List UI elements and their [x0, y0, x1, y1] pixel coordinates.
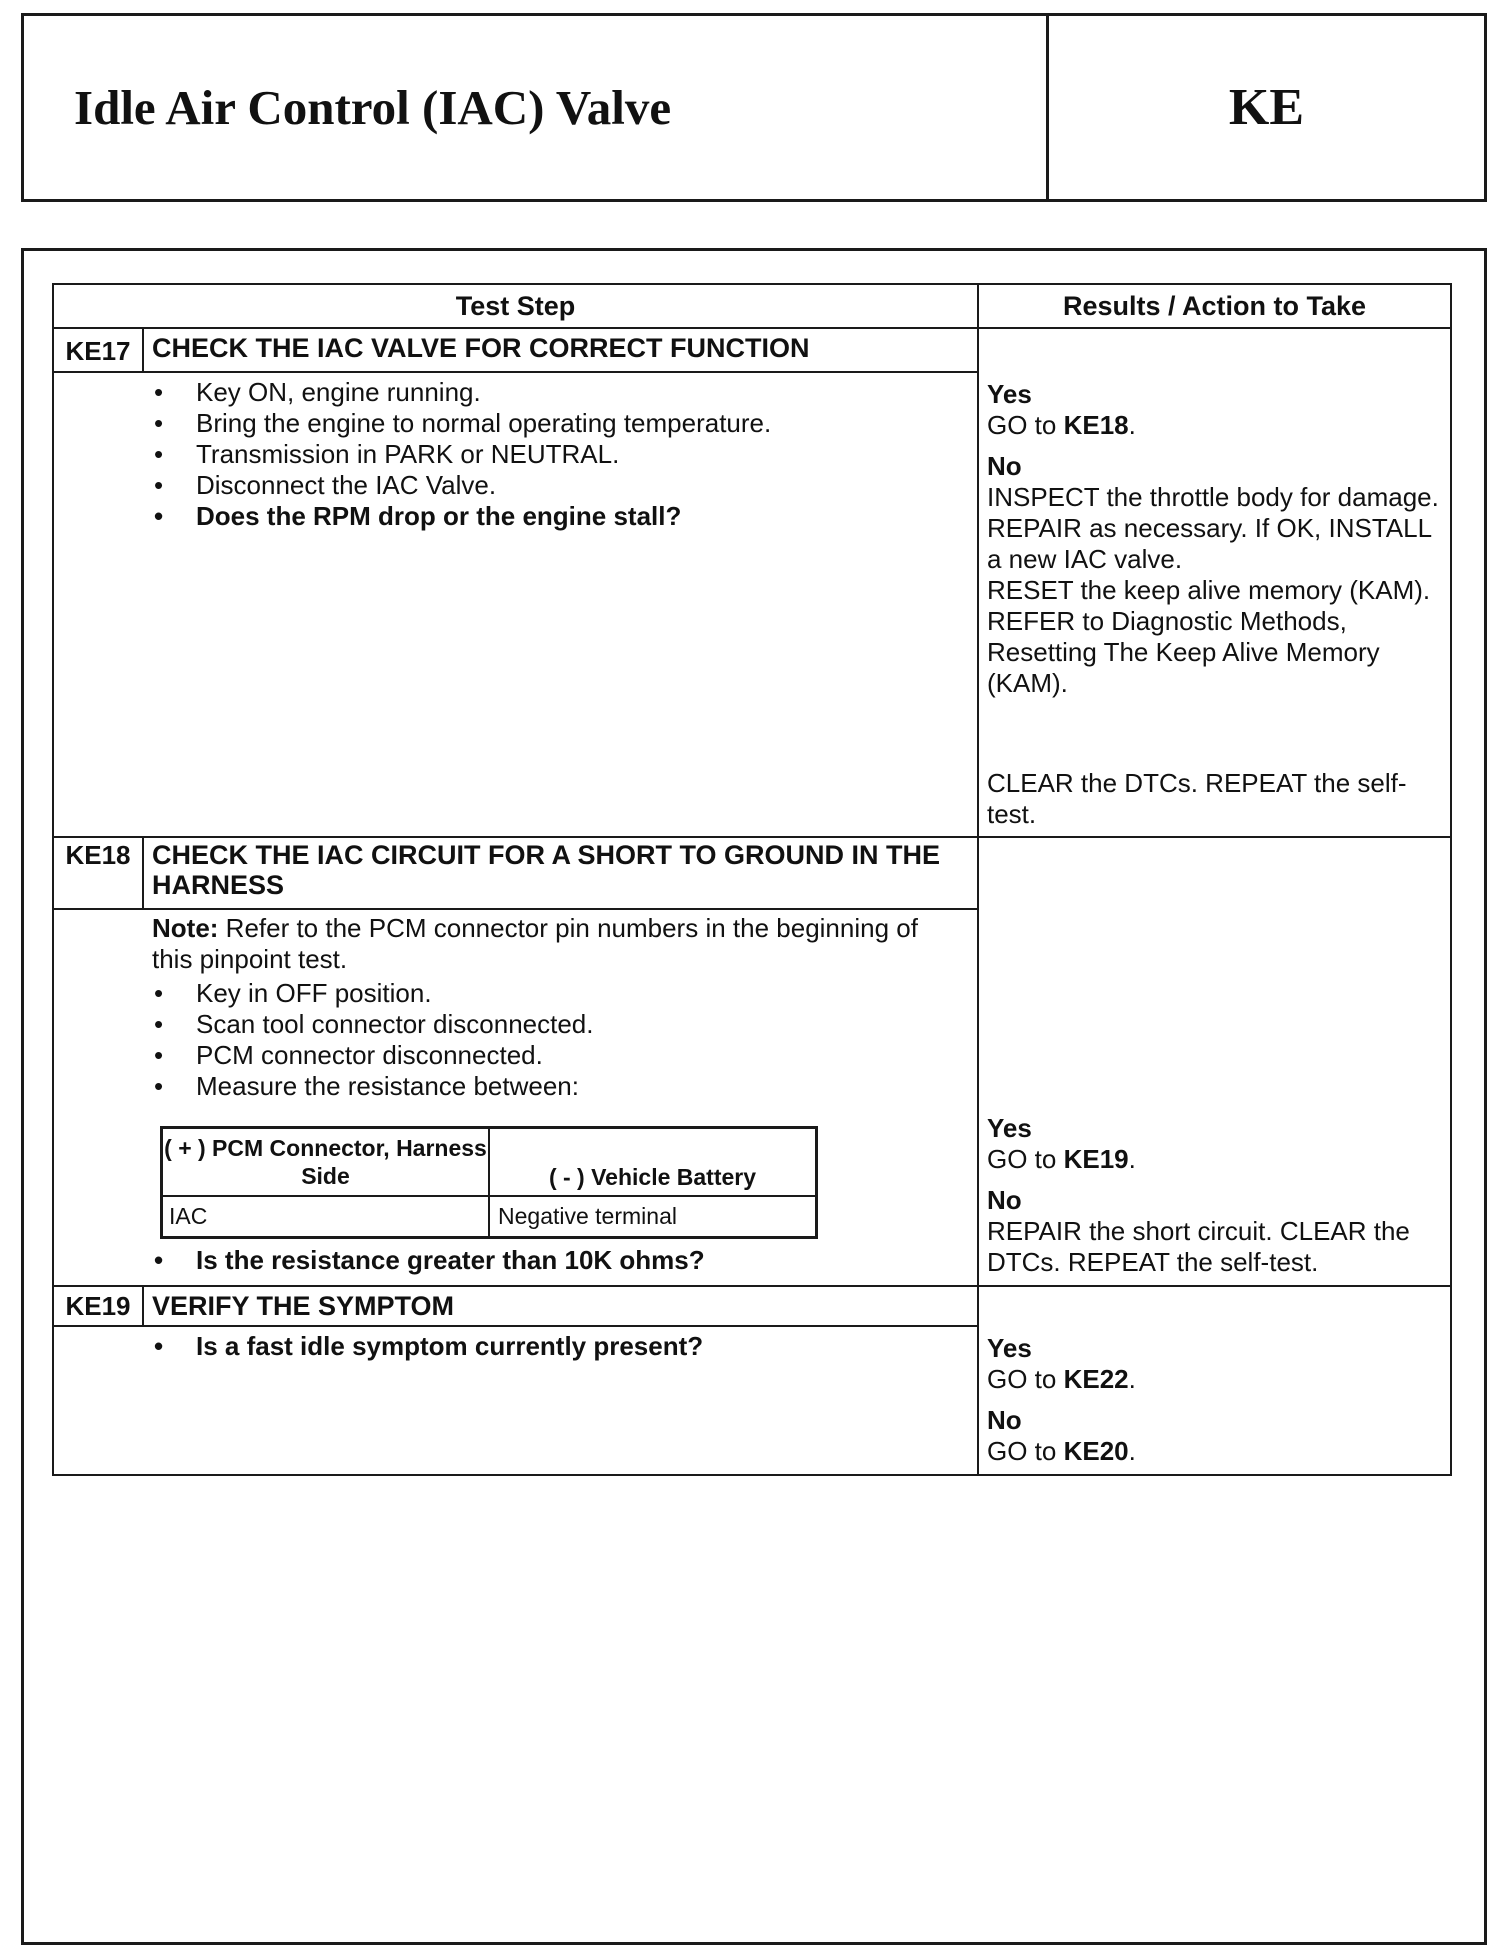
list-item: • Scan tool connector disconnected.	[152, 1009, 952, 1040]
no-action-text: GO to	[987, 1436, 1064, 1466]
page-header	[21, 13, 1487, 202]
note-label: Note:	[152, 913, 219, 943]
meas-col-header-battery: ( - ) Vehicle Battery	[548, 1164, 757, 1190]
step-question-list	[152, 1331, 952, 1362]
step-bullet-list	[152, 377, 952, 532]
no-action-final: CLEAR the DTCs. REPEAT the self-test.	[987, 768, 1407, 829]
meas-col-divider	[488, 1129, 490, 1236]
yes-action: GO to KE22.	[987, 1364, 1136, 1394]
pinpoint-test-table	[52, 283, 1452, 1476]
step-title-rule	[54, 371, 977, 373]
yes-label: Yes	[987, 379, 1032, 409]
step-results	[987, 1333, 1447, 1467]
page-title: Idle Air Control (IAC) Valve	[74, 80, 672, 135]
list-item: • Transmission in PARK or NEUTRAL.	[152, 439, 952, 470]
column-divider	[977, 285, 979, 1474]
header-rule	[54, 327, 1450, 329]
step-bullet-list	[152, 978, 952, 1102]
step-id-divider	[142, 1287, 144, 1325]
step-note	[152, 913, 952, 975]
step-title-rule	[54, 1325, 977, 1327]
list-item: • Key in OFF position.	[152, 978, 952, 1009]
meas-cell-pcm: IAC	[169, 1203, 208, 1229]
step-divider	[54, 836, 1450, 838]
no-label: No	[987, 451, 1022, 481]
step-id: KE17	[65, 336, 131, 366]
no-action: GO to KE20.	[987, 1436, 1136, 1466]
list-item: • Bring the engine to normal operating temperature.	[152, 408, 952, 439]
step-results	[987, 379, 1447, 699]
step-title: CHECK THE IAC CIRCUIT FOR A SHORT TO GROUND IN THE HARNESS	[152, 840, 940, 900]
step-divider	[54, 1285, 1450, 1287]
step-question: • Is the resistance greater than 10K ohms?	[152, 1245, 952, 1276]
no-label: No	[987, 1405, 1022, 1435]
note-text: Refer to the PCM connector pin numbers in the beginning of this pinpoint test.	[152, 913, 918, 974]
col-header-results: Results / Action to Take	[1062, 290, 1367, 321]
list-item: • Disconnect the IAC Valve.	[152, 470, 952, 501]
list-item: • Measure the resistance between:	[152, 1071, 952, 1102]
meas-col-header-pcm: ( + ) PCM Connector, Harness Side	[164, 1135, 487, 1189]
step-id-divider	[142, 329, 144, 371]
col-header-test-step: Test Step	[455, 290, 576, 321]
no-label: No	[987, 1185, 1022, 1215]
step-question: • Does the RPM drop or the engine stall?	[152, 501, 952, 532]
yes-label: Yes	[987, 1113, 1032, 1143]
step-results	[987, 1113, 1447, 1278]
step-id-divider	[142, 838, 144, 908]
meas-cell-battery: Negative terminal	[498, 1203, 677, 1229]
step-question-list	[152, 1245, 952, 1276]
step-title-rule	[54, 908, 977, 910]
step-title: CHECK THE IAC VALVE FOR CORRECT FUNCTION	[152, 333, 810, 363]
step-id: KE18	[65, 840, 131, 870]
resistance-measurement-table	[160, 1126, 818, 1239]
section-code: KE	[1228, 79, 1305, 136]
step-title: VERIFY THE SYMPTOM	[152, 1291, 455, 1321]
yes-label: Yes	[987, 1333, 1032, 1363]
yes-action-text: GO to	[987, 410, 1064, 440]
no-action: INSPECT the throttle body for damage. REPAIR as necessary. If OK, INSTALL a new IAC valve.	[987, 482, 1439, 574]
step-question: • Is a fast idle symptom currently present?	[152, 1331, 952, 1362]
yes-action-text: GO to	[987, 1144, 1064, 1174]
yes-target: KE22	[1063, 1364, 1129, 1394]
yes-action: GO to KE18.	[987, 410, 1136, 440]
yes-target: KE18	[1063, 410, 1129, 440]
yes-target: KE19	[1063, 1144, 1129, 1174]
meas-header-rule	[163, 1195, 815, 1197]
step-id: KE19	[65, 1291, 131, 1321]
no-action: RESET the keep alive memory (KAM). REFER to Diagnostic Methods, Resetting The Keep Alive Memory (KAM).	[987, 575, 1431, 698]
list-item: • PCM connector disconnected.	[152, 1040, 952, 1071]
no-target: KE20	[1063, 1436, 1129, 1466]
yes-action: GO to KE19.	[987, 1144, 1136, 1174]
no-action: REPAIR the short circuit. CLEAR the DTCs. REPEAT the self-test.	[987, 1216, 1410, 1277]
list-item: • Key ON, engine running.	[152, 377, 952, 408]
yes-action-text: GO to	[987, 1364, 1064, 1394]
